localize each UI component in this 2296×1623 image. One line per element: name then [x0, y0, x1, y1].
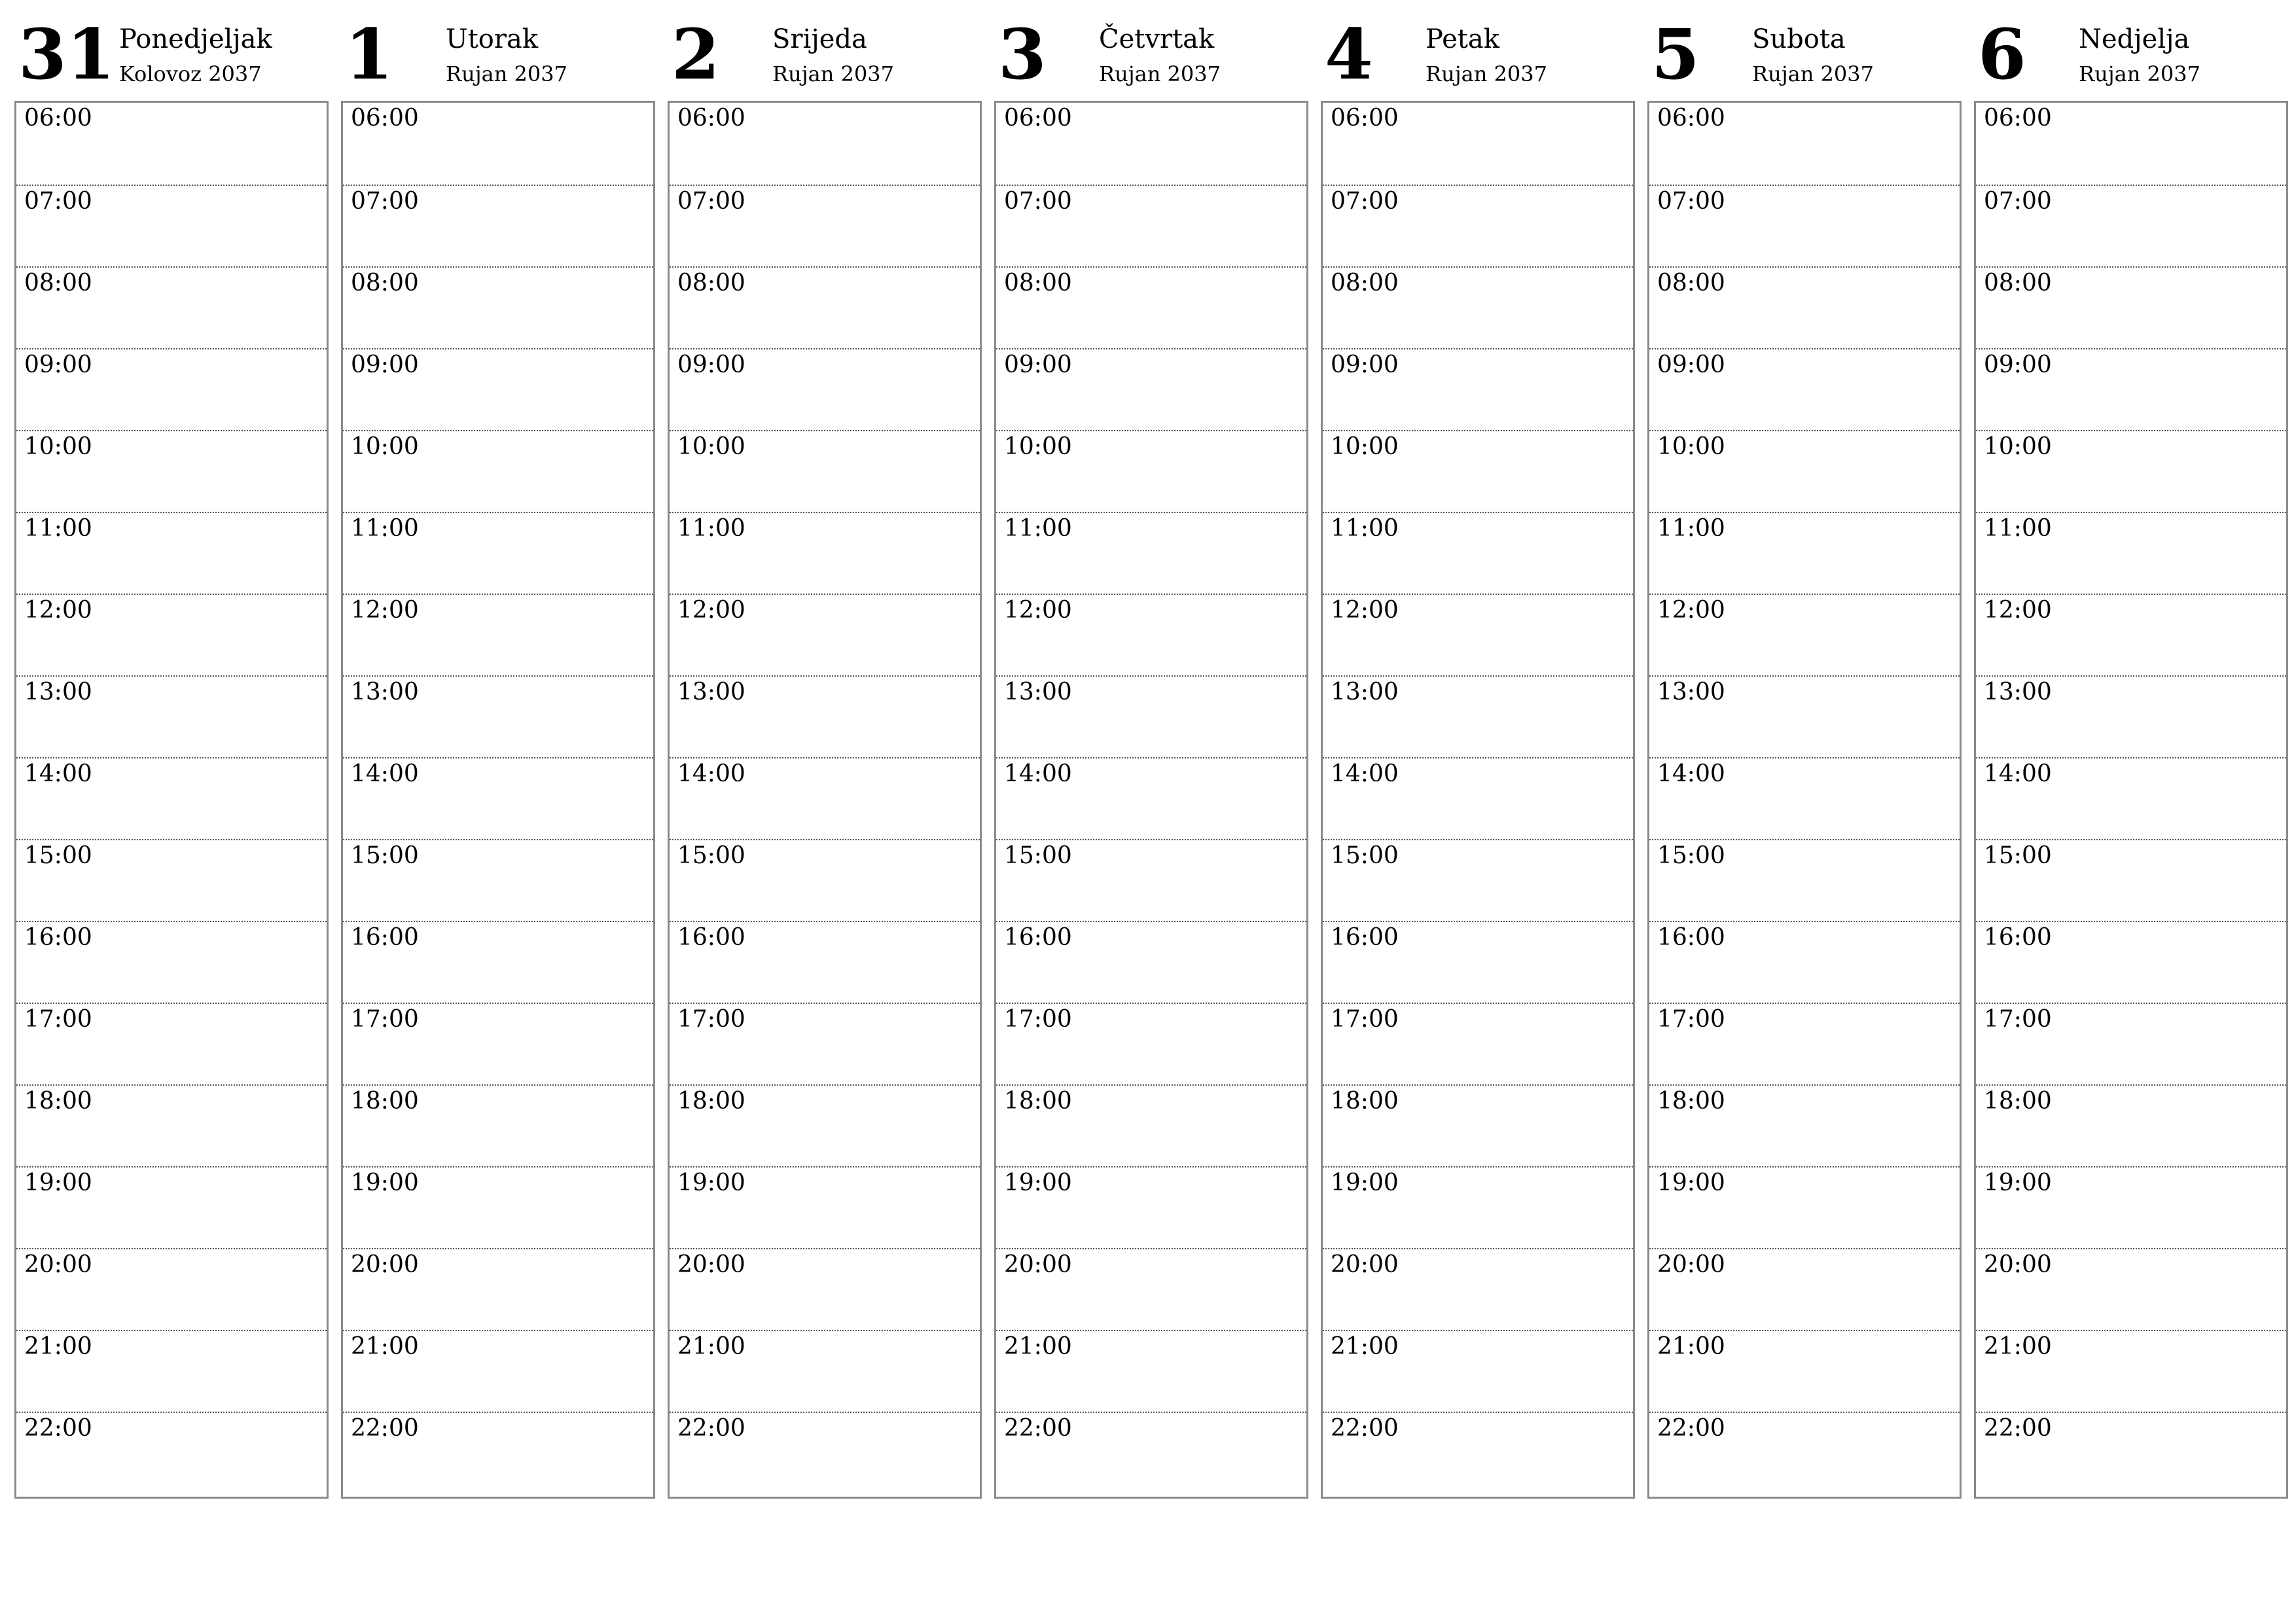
time-label: 20:00: [1657, 1251, 1725, 1278]
time-label: 14:00: [351, 760, 419, 787]
time-slot[interactable]: [1976, 512, 2286, 594]
time-label: 14:00: [1984, 760, 2052, 787]
time-label: 15:00: [1657, 842, 1725, 869]
time-label: 21:00: [351, 1333, 419, 1360]
time-slot[interactable]: [1649, 675, 1960, 757]
time-label: 06:00: [1331, 105, 1399, 132]
time-label: 17:00: [1331, 1006, 1399, 1033]
time-slot[interactable]: [996, 512, 1306, 594]
time-label: 22:00: [351, 1415, 419, 1442]
time-label: 18:00: [24, 1088, 92, 1115]
time-slot[interactable]: [670, 1166, 980, 1248]
day-column: [994, 13, 1307, 1499]
time-label: 17:00: [1984, 1006, 2052, 1033]
time-label: 08:00: [1657, 270, 1725, 296]
time-slot[interactable]: [670, 1084, 980, 1166]
time-label: 12:00: [351, 597, 419, 624]
time-label: 15:00: [1331, 842, 1399, 869]
day-column: [14, 13, 327, 1499]
time-label: 16:00: [351, 924, 419, 951]
day-name: Srijeda: [772, 24, 867, 54]
day-name: Nedjelja: [2079, 24, 2190, 54]
time-slot[interactable]: [1323, 1248, 1633, 1330]
time-slot[interactable]: [1976, 103, 2286, 185]
time-label: 13:00: [1984, 679, 2052, 705]
time-slot[interactable]: [1649, 430, 1960, 512]
time-label: 14:00: [677, 760, 745, 787]
time-label: 13:00: [24, 679, 92, 705]
time-slot[interactable]: [996, 1166, 1306, 1248]
time-label: 16:00: [1657, 924, 1725, 951]
time-label: 10:00: [1331, 433, 1399, 460]
time-label: 21:00: [677, 1333, 745, 1360]
time-label: 09:00: [1657, 351, 1725, 378]
time-slot[interactable]: [343, 675, 653, 757]
time-slot[interactable]: [16, 921, 327, 1003]
time-slot[interactable]: [670, 757, 980, 839]
time-slot[interactable]: [1323, 103, 1633, 185]
day-column: [341, 13, 654, 1499]
time-label: 08:00: [351, 270, 419, 296]
time-slot[interactable]: [1649, 1166, 1960, 1248]
month-year-label: Rujan 2037: [2079, 62, 2200, 86]
time-slot[interactable]: [343, 512, 653, 594]
time-label: 15:00: [1004, 842, 1072, 869]
time-slot[interactable]: [670, 185, 980, 266]
time-slot[interactable]: [343, 1003, 653, 1084]
time-slot[interactable]: [16, 675, 327, 757]
time-label: 12:00: [1657, 597, 1725, 624]
time-slot[interactable]: [996, 266, 1306, 348]
time-label: 10:00: [24, 433, 92, 460]
time-label: 17:00: [1657, 1006, 1725, 1033]
time-slot[interactable]: [1976, 1248, 2286, 1330]
month-year-label: Rujan 2037: [772, 62, 894, 86]
time-slot[interactable]: [1649, 1330, 1960, 1412]
time-slot[interactable]: [996, 675, 1306, 757]
time-slot[interactable]: [16, 103, 327, 185]
day-number: 6: [1978, 13, 2026, 95]
time-label: 07:00: [1657, 188, 1725, 215]
day-schedule-box: [14, 101, 329, 1499]
time-label: 16:00: [1984, 924, 2052, 951]
time-slot[interactable]: [1323, 1166, 1633, 1248]
time-slot[interactable]: [996, 1084, 1306, 1166]
day-schedule-box: [668, 101, 982, 1499]
time-slot[interactable]: [343, 185, 653, 266]
time-slot[interactable]: [670, 921, 980, 1003]
time-slot[interactable]: [1323, 839, 1633, 921]
time-slot[interactable]: [16, 1166, 327, 1248]
time-label: 07:00: [1331, 188, 1399, 215]
time-slot[interactable]: [1649, 1412, 1960, 1493]
time-slot[interactable]: [1976, 675, 2286, 757]
time-label: 12:00: [1004, 597, 1072, 624]
time-label: 06:00: [677, 105, 745, 132]
time-slot[interactable]: [1976, 185, 2286, 266]
time-slot[interactable]: [1649, 594, 1960, 675]
time-label: 06:00: [351, 105, 419, 132]
day-number: 3: [998, 13, 1047, 95]
time-slot[interactable]: [670, 430, 980, 512]
time-slot[interactable]: [16, 266, 327, 348]
time-label: 12:00: [24, 597, 92, 624]
time-slot[interactable]: [16, 757, 327, 839]
time-label: 18:00: [1657, 1088, 1725, 1115]
time-label: 11:00: [1984, 515, 2052, 542]
time-label: 11:00: [24, 515, 92, 542]
time-slot[interactable]: [670, 266, 980, 348]
time-label: 08:00: [1984, 270, 2052, 296]
weekly-planner: [14, 13, 2287, 1499]
time-label: 07:00: [1984, 188, 2052, 215]
time-label: 10:00: [351, 433, 419, 460]
month-year-label: Rujan 2037: [1426, 62, 1547, 86]
time-slot[interactable]: [16, 430, 327, 512]
day-name: Utorak: [446, 24, 539, 54]
time-slot[interactable]: [670, 103, 980, 185]
day-name: Petak: [1426, 24, 1499, 54]
time-label: 07:00: [677, 188, 745, 215]
time-slot[interactable]: [1976, 1166, 2286, 1248]
day-schedule-box: [1647, 101, 1962, 1499]
time-label: 17:00: [24, 1006, 92, 1033]
time-label: 14:00: [1331, 760, 1399, 787]
day-header: [668, 13, 980, 101]
day-header: [341, 13, 654, 101]
time-label: 09:00: [1331, 351, 1399, 378]
day-schedule-box: [1321, 101, 1635, 1499]
time-slot[interactable]: [670, 1412, 980, 1493]
time-label: 13:00: [1331, 679, 1399, 705]
time-label: 18:00: [677, 1088, 745, 1115]
time-slot[interactable]: [996, 594, 1306, 675]
time-slot[interactable]: [343, 348, 653, 430]
time-label: 11:00: [1331, 515, 1399, 542]
time-label: 11:00: [1004, 515, 1072, 542]
time-slot[interactable]: [1323, 675, 1633, 757]
day-number: 5: [1651, 13, 1700, 95]
time-label: 17:00: [1004, 1006, 1072, 1033]
time-label: 09:00: [677, 351, 745, 378]
time-label: 20:00: [1004, 1251, 1072, 1278]
time-slot[interactable]: [16, 1412, 327, 1493]
time-label: 06:00: [24, 105, 92, 132]
time-slot[interactable]: [1323, 1003, 1633, 1084]
time-label: 14:00: [1657, 760, 1725, 787]
day-schedule-box: [341, 101, 655, 1499]
time-slot[interactable]: [343, 1412, 653, 1493]
time-label: 08:00: [1331, 270, 1399, 296]
time-slot[interactable]: [996, 1003, 1306, 1084]
time-label: 07:00: [351, 188, 419, 215]
time-slot[interactable]: [1323, 348, 1633, 430]
time-label: 19:00: [1984, 1169, 2052, 1196]
time-slot[interactable]: [1649, 1003, 1960, 1084]
time-label: 21:00: [1984, 1333, 2052, 1360]
time-slot[interactable]: [1649, 839, 1960, 921]
time-slot[interactable]: [1323, 757, 1633, 839]
time-label: 14:00: [24, 760, 92, 787]
time-slot[interactable]: [670, 1248, 980, 1330]
time-slot[interactable]: [1323, 1330, 1633, 1412]
time-slot[interactable]: [16, 1084, 327, 1166]
time-label: 19:00: [677, 1169, 745, 1196]
time-label: 21:00: [1331, 1333, 1399, 1360]
day-name: Četvrtak: [1099, 24, 1215, 54]
time-label: 16:00: [1004, 924, 1072, 951]
time-label: 20:00: [677, 1251, 745, 1278]
time-label: 11:00: [1657, 515, 1725, 542]
time-label: 19:00: [1004, 1169, 1072, 1196]
time-slot[interactable]: [16, 1003, 327, 1084]
time-slot[interactable]: [343, 839, 653, 921]
month-year-label: Rujan 2037: [1752, 62, 1874, 86]
time-label: 06:00: [1004, 105, 1072, 132]
time-slot[interactable]: [1976, 1084, 2286, 1166]
time-label: 10:00: [1004, 433, 1072, 460]
time-slot[interactable]: [1649, 266, 1960, 348]
time-label: 13:00: [677, 679, 745, 705]
time-label: 10:00: [677, 433, 745, 460]
time-label: 09:00: [24, 351, 92, 378]
day-number: 2: [672, 13, 720, 95]
time-label: 13:00: [1657, 679, 1725, 705]
time-label: 06:00: [1984, 105, 2052, 132]
time-slot[interactable]: [343, 266, 653, 348]
time-label: 15:00: [24, 842, 92, 869]
month-year-label: Rujan 2037: [1099, 62, 1221, 86]
time-slot[interactable]: [1649, 103, 1960, 185]
time-slot[interactable]: [996, 1330, 1306, 1412]
time-slot[interactable]: [1976, 1412, 2286, 1493]
time-slot[interactable]: [1976, 594, 2286, 675]
time-slot[interactable]: [670, 1330, 980, 1412]
time-slot[interactable]: [1323, 512, 1633, 594]
time-slot[interactable]: [996, 839, 1306, 921]
time-slot[interactable]: [1976, 1330, 2286, 1412]
time-slot[interactable]: [1649, 512, 1960, 594]
time-label: 17:00: [677, 1006, 745, 1033]
time-slot[interactable]: [996, 185, 1306, 266]
time-label: 09:00: [1984, 351, 2052, 378]
time-label: 12:00: [677, 597, 745, 624]
time-slot[interactable]: [1323, 266, 1633, 348]
day-column: [1974, 13, 2287, 1499]
time-slot[interactable]: [1976, 839, 2286, 921]
time-slot[interactable]: [16, 1330, 327, 1412]
time-slot[interactable]: [1976, 757, 2286, 839]
time-slot[interactable]: [1976, 266, 2286, 348]
time-slot[interactable]: [1649, 348, 1960, 430]
day-header: [1974, 13, 2287, 101]
time-slot[interactable]: [16, 185, 327, 266]
time-label: 15:00: [351, 842, 419, 869]
day-column: [1321, 13, 1634, 1499]
time-label: 11:00: [351, 515, 419, 542]
time-slot[interactable]: [670, 348, 980, 430]
time-label: 07:00: [1004, 188, 1072, 215]
month-year-label: Rujan 2037: [446, 62, 567, 86]
time-label: 16:00: [677, 924, 745, 951]
time-slot[interactable]: [343, 757, 653, 839]
time-label: 08:00: [24, 270, 92, 296]
time-slot[interactable]: [16, 1248, 327, 1330]
time-label: 14:00: [1004, 760, 1072, 787]
time-label: 19:00: [1331, 1169, 1399, 1196]
month-year-label: Kolovoz 2037: [119, 62, 262, 86]
time-slot[interactable]: [343, 921, 653, 1003]
time-slot[interactable]: [1649, 1248, 1960, 1330]
time-label: 18:00: [1984, 1088, 2052, 1115]
time-label: 16:00: [24, 924, 92, 951]
time-slot[interactable]: [16, 512, 327, 594]
time-label: 09:00: [1004, 351, 1072, 378]
time-slot[interactable]: [1649, 757, 1960, 839]
time-slot[interactable]: [670, 675, 980, 757]
time-slot[interactable]: [1976, 921, 2286, 1003]
time-slot[interactable]: [670, 839, 980, 921]
day-header: [1647, 13, 1960, 101]
time-label: 15:00: [677, 842, 745, 869]
time-label: 22:00: [677, 1415, 745, 1442]
time-label: 20:00: [1984, 1251, 2052, 1278]
time-label: 21:00: [24, 1333, 92, 1360]
time-slot[interactable]: [996, 1248, 1306, 1330]
day-name: Ponedjeljak: [119, 24, 272, 54]
time-label: 19:00: [351, 1169, 419, 1196]
time-label: 15:00: [1984, 842, 2052, 869]
time-slot[interactable]: [1323, 921, 1633, 1003]
time-slot[interactable]: [670, 594, 980, 675]
time-slot[interactable]: [996, 430, 1306, 512]
time-label: 07:00: [24, 188, 92, 215]
time-label: 21:00: [1657, 1333, 1725, 1360]
time-label: 18:00: [1004, 1088, 1072, 1115]
time-label: 19:00: [1657, 1169, 1725, 1196]
day-header: [1321, 13, 1634, 101]
day-number: 1: [345, 13, 393, 95]
time-slot[interactable]: [1323, 1084, 1633, 1166]
time-label: 06:00: [1657, 105, 1725, 132]
time-label: 20:00: [351, 1251, 419, 1278]
time-slot[interactable]: [996, 1412, 1306, 1493]
time-slot[interactable]: [670, 512, 980, 594]
time-slot[interactable]: [343, 1330, 653, 1412]
time-slot[interactable]: [343, 103, 653, 185]
time-slot[interactable]: [670, 1003, 980, 1084]
time-slot[interactable]: [1323, 594, 1633, 675]
time-slot[interactable]: [996, 103, 1306, 185]
day-schedule-box: [1974, 101, 2288, 1499]
time-label: 16:00: [1331, 924, 1399, 951]
time-slot[interactable]: [343, 1166, 653, 1248]
time-slot[interactable]: [343, 1248, 653, 1330]
time-slot[interactable]: [1649, 1084, 1960, 1166]
time-slot[interactable]: [1323, 185, 1633, 266]
time-slot[interactable]: [343, 1084, 653, 1166]
time-label: 20:00: [1331, 1251, 1399, 1278]
time-label: 08:00: [677, 270, 745, 296]
day-schedule-box: [994, 101, 1308, 1499]
time-label: 22:00: [1657, 1415, 1725, 1442]
day-number: 4: [1325, 13, 1373, 95]
day-name: Subota: [1752, 24, 1846, 54]
day-column: [1647, 13, 1960, 1499]
time-slot[interactable]: [996, 348, 1306, 430]
time-label: 21:00: [1004, 1333, 1072, 1360]
time-label: 18:00: [351, 1088, 419, 1115]
day-number: 31: [18, 13, 115, 95]
time-label: 09:00: [351, 351, 419, 378]
time-slot[interactable]: [996, 921, 1306, 1003]
time-label: 12:00: [1331, 597, 1399, 624]
time-label: 20:00: [24, 1251, 92, 1278]
time-slot[interactable]: [996, 757, 1306, 839]
time-label: 10:00: [1657, 433, 1725, 460]
time-slot[interactable]: [1323, 1412, 1633, 1493]
time-label: 22:00: [1984, 1415, 2052, 1442]
time-slot[interactable]: [1649, 921, 1960, 1003]
time-label: 11:00: [677, 515, 745, 542]
time-slot[interactable]: [16, 348, 327, 430]
day-column: [668, 13, 980, 1499]
time-label: 13:00: [351, 679, 419, 705]
time-slot[interactable]: [16, 594, 327, 675]
time-slot[interactable]: [1976, 430, 2286, 512]
time-label: 17:00: [351, 1006, 419, 1033]
time-label: 18:00: [1331, 1088, 1399, 1115]
time-label: 22:00: [24, 1415, 92, 1442]
time-label: 19:00: [24, 1169, 92, 1196]
time-slot[interactable]: [343, 430, 653, 512]
day-header: [994, 13, 1307, 101]
time-label: 12:00: [1984, 597, 2052, 624]
time-label: 22:00: [1004, 1415, 1072, 1442]
time-slot[interactable]: [343, 594, 653, 675]
time-slot[interactable]: [1649, 185, 1960, 266]
time-slot[interactable]: [16, 839, 327, 921]
time-slot[interactable]: [1976, 348, 2286, 430]
time-slot[interactable]: [1323, 430, 1633, 512]
time-slot[interactable]: [1976, 1003, 2286, 1084]
time-label: 13:00: [1004, 679, 1072, 705]
time-label: 10:00: [1984, 433, 2052, 460]
time-label: 08:00: [1004, 270, 1072, 296]
day-header: [14, 13, 327, 101]
time-label: 22:00: [1331, 1415, 1399, 1442]
